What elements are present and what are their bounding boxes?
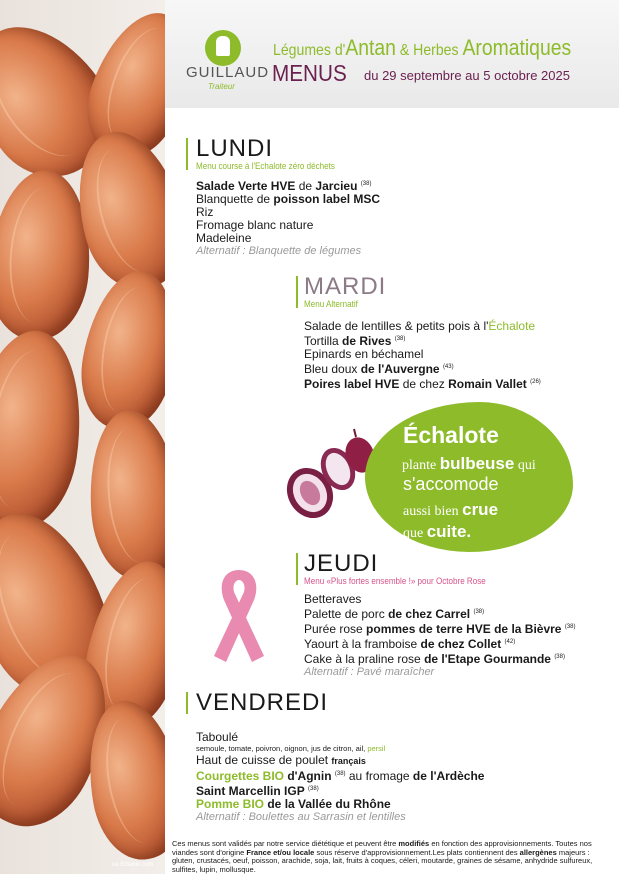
day-mardi: [304, 275, 541, 391]
menus-heading: [272, 60, 570, 87]
menu-item: Saint Marcellin IGP $^{(38)}$: [196, 784, 319, 798]
day-subtitle: Menu «Plus fortes ensemble !» pour Octobre Rose: [304, 576, 486, 587]
chef-hat-logo-icon: [205, 30, 241, 66]
day-subtitle: Menu Alternatif: [304, 299, 358, 310]
echalote-info-bubble: [365, 402, 573, 552]
alternative: Alternatif : Pavé maraîcher: [304, 666, 435, 678]
day-title: VENDREDI: [196, 689, 329, 716]
menu-item: Riz: [196, 205, 214, 219]
shallots-photo: [0, 0, 165, 874]
menu-item: Cake à la praline rose de l'Etape Gourmande $^{(38)}$: [304, 652, 565, 666]
jeudi-bar: [296, 553, 298, 585]
menus-dates: du 29 septembre au 5 octobre 2025: [364, 68, 570, 83]
menu-item: Palette de porc de chez Carrel $^{(38)}$: [304, 607, 485, 621]
logo-sub: Traiteur: [208, 82, 235, 91]
menu-item: Madeleine: [196, 231, 252, 245]
alternative: Alternatif : Blanquette de légumes: [196, 245, 362, 257]
menu-item: Haut de cuisse de poulet français: [196, 753, 366, 767]
menu-item: Salade de lentilles & petits pois à l'Échalote: [304, 319, 536, 333]
menu-item: Poires label HVE de chez Romain Vallet $^{(26)}$: [304, 377, 541, 391]
menu-item: Taboulé: [196, 730, 239, 744]
bubble-line: aussi bien crue: [403, 500, 499, 519]
menu-item: Yaourt à la framboise de chez Collet $^{(42)}$: [304, 637, 516, 651]
menu-item-detail: semoule, tomate, poivron, oignon, jus de citron, ail, persil: [196, 744, 386, 753]
logo-name: GUILLAUD: [186, 64, 270, 81]
photo-credit: ue Ediable.com: [112, 862, 154, 868]
day-title: LUNDI: [196, 135, 274, 162]
bubble-title: Échalote: [403, 422, 499, 448]
menu-item: Fromage blanc nature: [196, 218, 314, 232]
menu-item: Epinards en béchamel: [304, 347, 424, 361]
bubble-line: s'accomode: [403, 474, 499, 494]
menu-item: Courgettes BIO d'Agnin $^{(38)}$ au fromage de l'Ardèche: [196, 769, 485, 783]
menu-item: Salade Verte HVE de Jarcieu $^{(38)}$: [196, 179, 372, 193]
day-lundi: [196, 137, 380, 258]
menu-theme: Légumes d'Antan & Herbes Aromatiques: [273, 35, 572, 60]
mardi-bar: [296, 276, 298, 308]
allergen-footer: Ces menus sont validés par notre service diététique et peuvent être modifiés en fonction des approvisionnements. Toutes nos viandes sont d'origine France et/ou locale sous réserve d'approvisionnement.Les plats contiennent des allergènes majeurs : gluten, crustacés, oeuf, poisson, arachide, soja, lait, fruits à coques, céleri, moutarde, graines de sésame, anhydride sulfureux, sulfites, lupin, mollusque.: [172, 839, 593, 874]
pink-ribbon-icon: [204, 562, 274, 672]
lundi-bar: [186, 138, 188, 170]
day-subtitle: Menu course à l'Echalote zéro déchets: [196, 161, 335, 172]
vendredi-bar: [186, 692, 188, 714]
alternative: Alternatif : Boulettes au Sarrasin et lentilles: [196, 811, 406, 823]
menu-item: Tortilla de Rives $^{(38)}$: [304, 334, 406, 348]
menu-item: Bleu doux de l'Auvergne $^{(43)}$: [304, 362, 454, 376]
day-title: JEUDI: [304, 550, 379, 577]
menu-item: Betteraves: [304, 592, 362, 606]
day-jeudi: [304, 552, 576, 679]
day-vendredi: [196, 691, 484, 824]
menus-title: MENUS: [272, 60, 347, 86]
menu-item: Blanquette de poisson label MSC: [196, 192, 381, 206]
menu-item: Purée rose pommes de terre HVE de la Bièvre $^{(38)}$: [304, 622, 576, 636]
bubble-line: que cuite.: [403, 522, 472, 541]
bubble-line: plante bulbeuse qui: [402, 454, 536, 473]
menu-item: Pomme BIO de la Vallée du Rhône: [196, 797, 391, 811]
day-title: MARDI: [304, 273, 387, 300]
